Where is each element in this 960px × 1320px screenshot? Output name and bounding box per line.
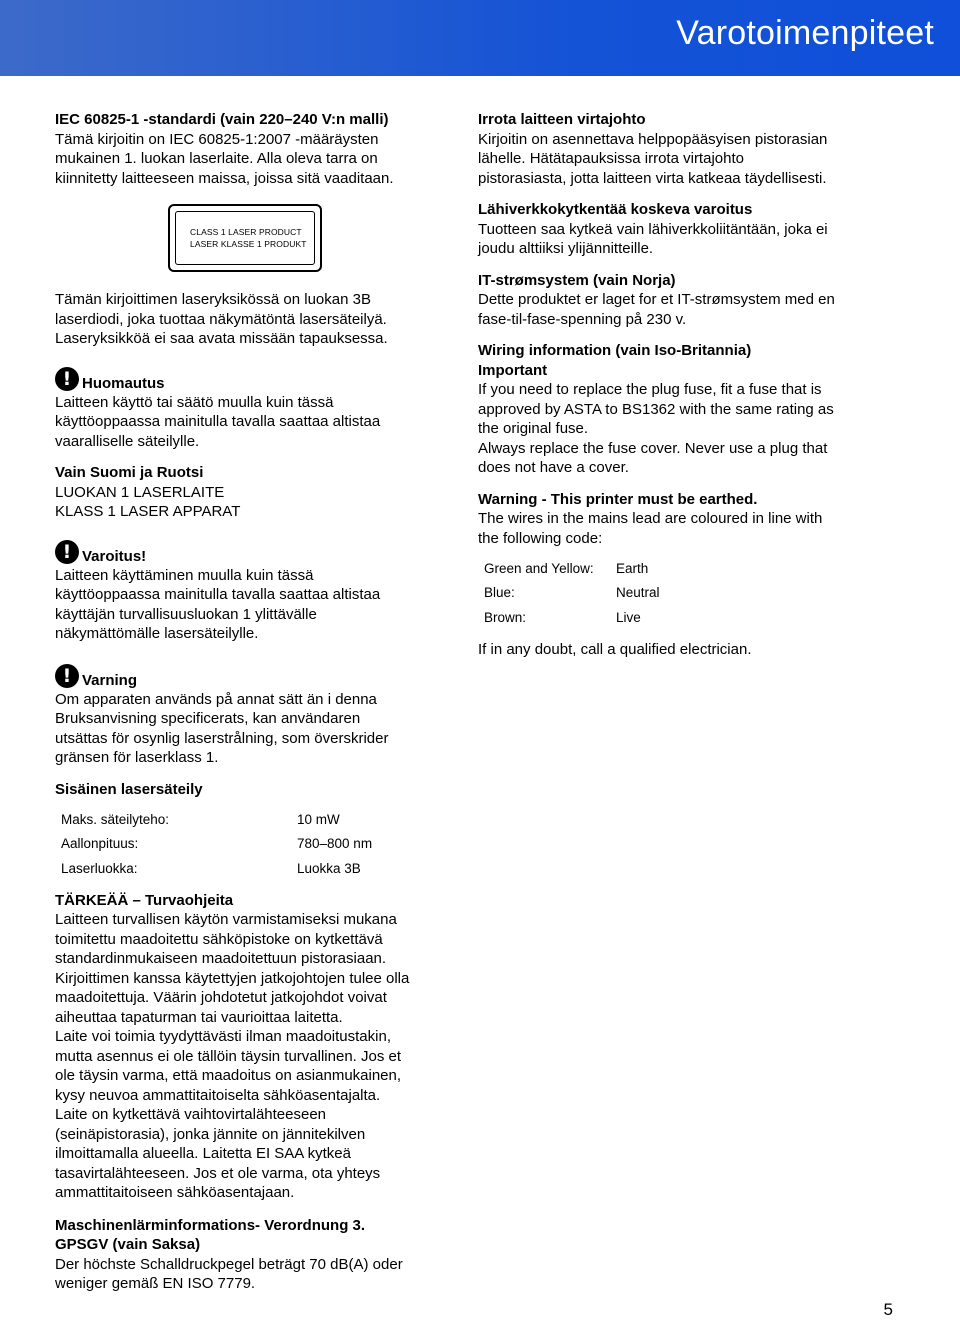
varning-line: Om apparaten används på annat sätt än i denna (55, 690, 377, 708)
iec-section (55, 110, 430, 188)
huomautus-line: vaaralliselle säteilylle. (55, 432, 200, 450)
irrota-line: lähelle. Hätätapauksissa irrota virtajohto (478, 150, 744, 167)
laser-product-label-inner (175, 211, 315, 265)
table-row (61, 807, 372, 832)
varning-heading (55, 664, 430, 690)
exclamation-circle-icon: ! (55, 664, 79, 688)
tarkeaa-title: TÄRKEÄÄ – Turvaohjeita (55, 891, 234, 909)
tarkeaa-line: Laite on kytkettävä vaihtovirtalähteeseen (55, 1106, 327, 1123)
huomautus-line: Laitteen käyttö tai säätö muulla kuin tässä (55, 393, 334, 411)
tarkeaa-line: Laite voi toimia tyydyttävästi ilman maadoitustakin, (55, 1028, 391, 1045)
wiring-section (478, 341, 863, 478)
tarkeaa-line: standardinmukaiseen maadoitettuun pistorasiaan. (55, 950, 387, 967)
huomautus-section (55, 367, 430, 452)
suomi-ruotsi-line: KLASS 1 LASER APPARAT (55, 503, 241, 520)
maschinen-section (55, 1216, 430, 1294)
earthed-footer: If in any doubt, call a qualified electrician. (478, 640, 752, 658)
varning-line: gränsen för laserklass 1. (55, 749, 219, 766)
laser-label-line: LASER KLASSE 1 PRODUKT (190, 239, 307, 249)
wire-function: Neutral (616, 585, 660, 601)
laser-diode-section (55, 290, 430, 349)
wiring-line: If you need to replace the plug fuse, fit a fuse that is (478, 381, 822, 398)
maschinen-title: GPSGV (vain Saksa) (55, 1236, 201, 1253)
wiring-line: the original fuse. (478, 420, 589, 437)
it-strom-title: IT-strømsystem (vain Norja) (478, 271, 676, 289)
huomautus-heading (55, 367, 430, 393)
tarkeaa-section (55, 891, 430, 1203)
table-row (61, 856, 372, 881)
spec-key: Aallonpituus: (61, 836, 139, 852)
maschinen-title: Maschinenlärminformations- Verordnung 3. (55, 1216, 366, 1234)
tarkeaa-line: maadoitettuja. Väärin johdotetut jatkojohdot voivat (55, 989, 387, 1006)
left-column (55, 110, 430, 1294)
suomi-ruotsi-line: LUOKAN 1 LASERLAITE (55, 483, 225, 501)
varning-section (55, 664, 430, 768)
tarkeaa-line: ilmoittamalla alueella. Laitetta EI SAA kytkeä (55, 1145, 351, 1162)
tarkeaa-line: ammattitaitoiseen sähköasentajaan. (55, 1184, 295, 1201)
laser-product-label (168, 204, 322, 272)
earthed-section (478, 490, 863, 660)
maschinen-line: weniger gemäß EN ISO 7779. (55, 1275, 256, 1292)
varning-title: Varning (82, 671, 138, 689)
varoitus-line: käyttöoppaassa mainitulla tavalla saattaa altistaa (55, 586, 381, 603)
it-strom-line: Dette produktet er laget for et IT-strømsystem med en (478, 291, 835, 308)
spec-value: 10 mW (297, 811, 340, 827)
iec-title: IEC 60825-1 -standardi (vain 220–240 V:n malli) (55, 111, 389, 128)
wire-colour: Green and Yellow: (484, 560, 594, 576)
table-row (484, 605, 660, 630)
it-strom-section (478, 271, 863, 330)
wiring-line: approved by ASTA to BS1362 with the same rating as (478, 400, 834, 418)
suomi-ruotsi-title: Vain Suomi ja Ruotsi (55, 464, 204, 481)
laser-spec-table (61, 807, 372, 881)
iec-line: kiinnitetty laitteeseen maissa, joissa sitä vaaditaan. (55, 169, 394, 187)
earthed-line: The wires in the mains lead are coloured in line with (478, 510, 823, 527)
wire-colour: Brown: (484, 609, 527, 625)
lahiverkko-line: joudu alttiiksi ylijännitteille. (478, 240, 654, 257)
page-number: 5 (883, 1300, 893, 1319)
tarkeaa-line: Kirjoittimen kanssa käytettyjen jatkojohtojen tulee olla (55, 969, 410, 987)
laser-diode-line: Laseryksikköä ei saa avata missään tapauksessa. (55, 330, 388, 347)
page-title: Varotoimenpiteet (676, 14, 934, 52)
maschinen-line: Der höchste Schalldruckpegel beträgt 70 dB(A) oder (55, 1255, 403, 1273)
wire-colour: Blue: (484, 585, 515, 601)
varoitus-line: Laitteen käyttäminen muulla kuin tässä (55, 566, 314, 584)
tarkeaa-line: (seinäpistorasia), jonka jännite on jännitekilven (55, 1125, 366, 1143)
spec-key: Maks. säteilyteho: (61, 811, 170, 827)
tarkeaa-line: toimitettu maadoitettu sähköpistoke on kytkettävä (55, 930, 383, 948)
laser-label-line: CLASS 1 LASER PRODUCT (190, 227, 302, 237)
lahiverkko-title: Lähiverkkokytkentää koskeva varoitus (478, 201, 753, 218)
varoitus-line: näkymättömälle lasersäteilylle. (55, 625, 259, 642)
wiring-line: does not have a cover. (478, 459, 629, 476)
varoitus-line: käyttäjän turvallisuusluokan 1 ylittävälle (55, 605, 317, 623)
sisainen-title: Sisäinen lasersäteily (55, 780, 203, 798)
irrota-title: Irrota laitteen virtajohto (478, 111, 646, 128)
sisainen-section (55, 780, 430, 881)
laser-diode-line: laserdiodi, joka tuottaa näkymätöntä lasersäteilyä. (55, 310, 387, 328)
spec-value: 780–800 nm (297, 836, 373, 852)
spec-value: Luokka 3B (297, 860, 361, 876)
tarkeaa-line: ole täysin varma, että maadoitus on asianmukainen, (55, 1067, 402, 1084)
wire-function: Earth (616, 560, 649, 576)
irrota-line: Kirjoitin on asennettava helppopääsyisen pistorasian (478, 130, 828, 148)
table-row (61, 832, 372, 857)
tarkeaa-line: aiheuttaa tapaturman tai vaurioittaa laitetta. (55, 1008, 343, 1026)
varning-line: Bruksanvisning specificerats, kan användaren (55, 710, 361, 727)
tarkeaa-line: mutta asennus ei ole tällöin täysin turvallinen. Jos et (55, 1047, 402, 1065)
wire-function: Live (616, 609, 641, 625)
spec-key: Laserluokka: (61, 860, 138, 876)
it-strom-line: fase-til-fase-spenning på 230 v. (478, 310, 687, 328)
wiring-subtitle: Important (478, 361, 548, 379)
lahiverkko-section (478, 200, 863, 259)
varoitus-title: Varoitus! (82, 547, 147, 565)
huomautus-line: käyttöoppaassa mainitulla tavalla saattaa altistaa (55, 413, 381, 430)
varoitus-section (55, 540, 430, 644)
lahiverkko-line: Tuotteen saa kytkeä vain lähiverkkoliitäntään, joka ei (478, 220, 828, 238)
tarkeaa-line: kysy neuvoa ammattitaitoiselta sähköasentajalta. (55, 1086, 381, 1104)
right-column (478, 110, 863, 659)
suomi-ruotsi-section (55, 463, 430, 522)
tarkeaa-line: Laitteen turvallisen käytön varmistamiseksi mukana (55, 911, 397, 928)
wiring-line: Always replace the fuse cover. Never use a plug that (478, 439, 828, 457)
table-row (484, 556, 660, 581)
iec-line: Tämä kirjoitin on IEC 60825-1:2007 -määräysten (55, 130, 379, 148)
earthed-title: Warning - This printer must be earthed. (478, 490, 758, 508)
wire-colour-table (484, 556, 660, 630)
iec-line: mukainen 1. luokan laserlaite. Alla oleva tarra on (55, 150, 378, 167)
irrota-line: pistorasiasta, jotta laitteen virta katkeaa täydellisesti. (478, 169, 827, 187)
tarkeaa-line: tasavirtalähteeseen. Jos et ole varma, ota yhteys (55, 1164, 381, 1182)
header-bar (0, 0, 960, 76)
table-row (484, 581, 660, 606)
exclamation-circle-icon: ! (55, 367, 79, 391)
huomautus-title: Huomautus (82, 374, 165, 392)
wiring-title: Wiring information (vain Iso-Britannia) (478, 342, 752, 359)
varoitus-heading (55, 540, 430, 566)
earthed-line: the following code: (478, 529, 603, 547)
exclamation-circle-icon: ! (55, 540, 79, 564)
varning-line: utsättas för osynlig laserstrålning, som överskrider (55, 729, 389, 747)
laser-diode-line: Tämän kirjoittimen laseryksikössä on luokan 3B (55, 291, 371, 308)
irrota-section (478, 110, 863, 188)
